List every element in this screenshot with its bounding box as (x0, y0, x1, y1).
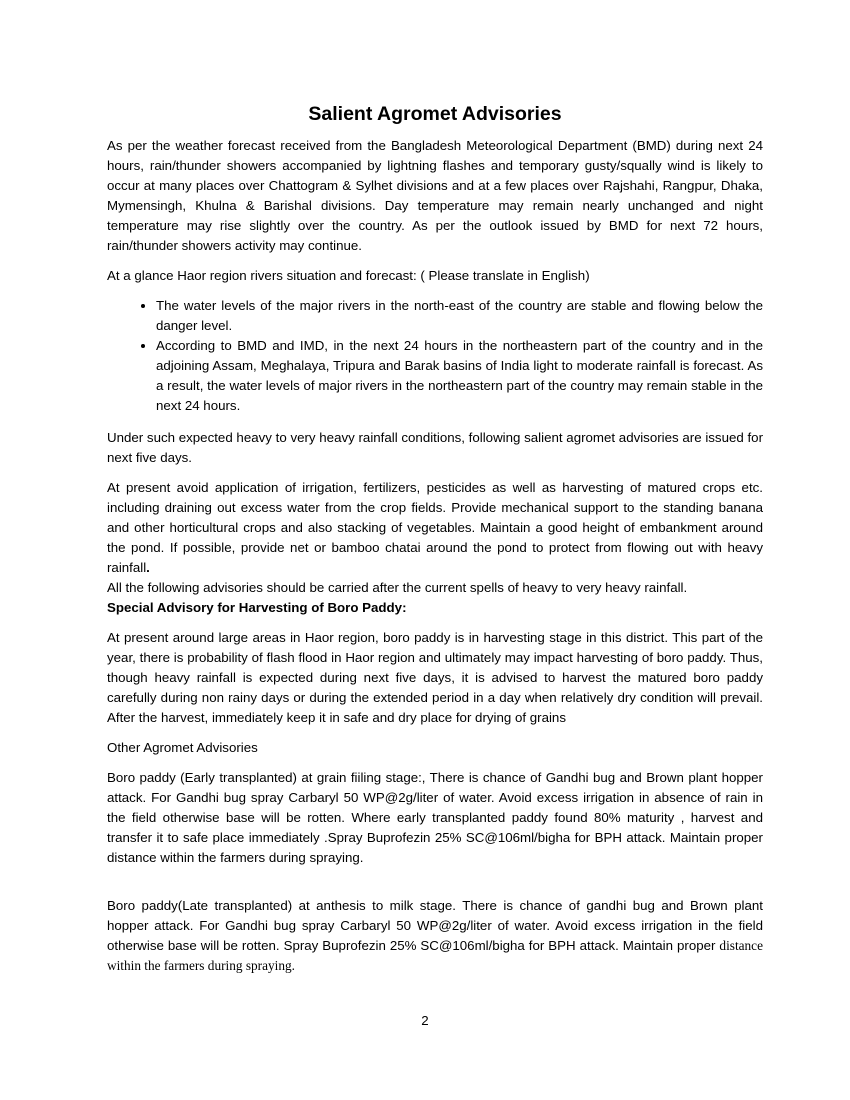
boro-late-paragraph (107, 896, 763, 976)
haor-bullet-list (107, 296, 763, 416)
document-page (107, 100, 763, 986)
expected-rain-paragraph: Under such expected heavy to very heavy rainfall conditions, following salient agromet advisories are issued for next five days. (107, 430, 763, 465)
page-title: Salient Agromet Advisories (308, 103, 562, 125)
boro-late-tail: distance within the farmers during spraying. (107, 938, 763, 973)
list-item: • The water levels of the major rivers in the north-east of the country are stable and flowing below the danger level. (156, 296, 763, 336)
section-spacer (107, 878, 763, 896)
special-advisory-paragraph: At present around large areas in Haor region, boro paddy is in harvesting stage in this district. This part of the year, there is probability of flash flood in Haor region and ultimately may impact harvesting of boro paddy. Thus, though heavy rainfall is expected during next five days, it is advised to harvest the matured boro paddy carefully during non rainy days or during the extended period in a day when relatively dry condition will prevail. After the harvest, immediately keep it in safe and dry place for drying of grains (107, 630, 763, 725)
haor-heading: At a glance Haor region rivers situation and forecast: ( Please translate in English) (107, 268, 590, 283)
page-number: 2 (421, 1013, 429, 1028)
boro-early-paragraph: Boro paddy (Early transplanted) at grain fiiling stage:, There is chance of Gandhi bug and Brown plant hopper attack. For Gandhi bug spray Carbaryl 50 WP@2g/liter of water. Avoid excess irrigation in absence of rain in the field otherwise base will be rotten. Where early transplanted paddy found 80% maturity , harvest and transfer it to safe place immediately .Spray Buprofezin 25% SC@106ml/bigha for BPH attack. Maintain proper distance within the farmers during spraying. (107, 770, 763, 865)
other-advisories-heading: Other Agromet Advisories (107, 740, 258, 755)
list-item: • According to BMD and IMD, in the next 24 hours in the northeastern part of the country and in the adjoining Assam, Meghalaya, Tripura and Barak basins of India light to moderate rainfall is forecast. As a result, the water levels of major rivers in the northeastern part of the country may remain stable in the next 24 hours. (156, 336, 763, 416)
present-avoid-period: . (146, 560, 150, 575)
forecast-intro-paragraph: As per the weather forecast received from the Bangladesh Meteorological Department (BMD) during next 24 hours, rain/thunder showers accompanied by lightning flashes and temporary gusty/squally wind is likely to occur at many places over Chattogram & Sylhet divisions and at a few places over Rajshahi, Rangpur, Dhaka, Mymensingh, Khulna & Barishal divisions. Day temperature may remain nearly unchanged and night temperature may rise slightly over the country. As per the outlook issued by BMD for next 72 hours, rain/thunder showers activity may continue. (107, 138, 763, 253)
present-avoid-text: At present avoid application of irrigation, fertilizers, pesticides as well as harvesting of matured crops etc. including draining out excess water from the crop fields. Provide mechanical support to the standing banana and other horticultural crops and also stacking of vegetables. Maintain a good height of embankment around the pond. If possible, provide net or bamboo chatai around the pond to protect from flowing out with heavy rainfall (107, 480, 763, 575)
all-following-paragraph: All the following advisories should be carried after the current spells of heavy to very heavy rainfall. (107, 580, 688, 595)
boro-late-text: Boro paddy(Late transplanted) at anthesis to milk stage. There is chance of gandhi bug and Brown plant hopper attack. For Gandhi bug spray Carbaryl 50 WP@2g/liter of water. Avoid excess irrigation in the field otherwise base will be rotten. Spray Buprofezin 25% SC@106ml/bigha for BPH attack. Maintain proper (107, 898, 763, 953)
present-avoid-paragraph (107, 478, 763, 578)
special-advisory-heading: Special Advisory for Harvesting of Boro Paddy: (107, 600, 407, 615)
